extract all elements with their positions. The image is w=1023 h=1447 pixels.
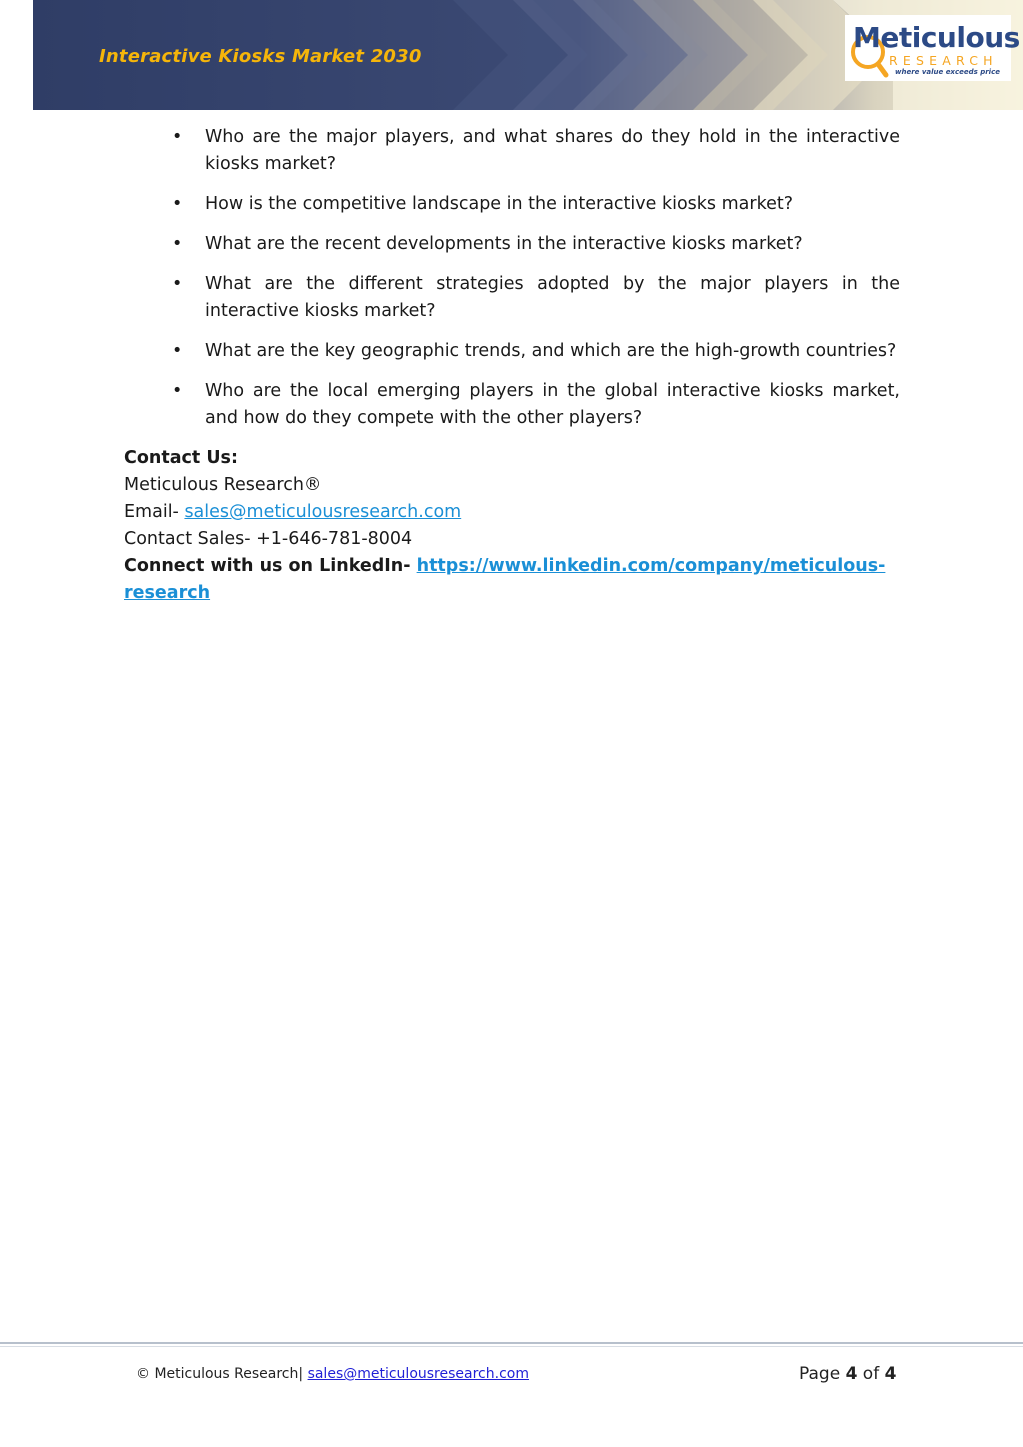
footer-email-link[interactable]: sales@meticulousresearch.com [307,1366,529,1382]
question-text: How is the competitive landscape in the interactive kiosks market? [205,194,793,214]
page-total: 4 [884,1364,897,1384]
page-prefix: Page [799,1364,846,1384]
contact-section [124,445,900,607]
list-item [172,191,900,218]
bullet-icon: • [172,234,183,254]
question-text: Who are the local emerging players in the global interactive kiosks market, and how do they compete with the other players? [205,381,900,428]
question-text: What are the different strategies adopted by the major players in the interactive kiosks market? [205,274,900,321]
email-link[interactable]: sales@meticulousresearch.com [184,502,462,522]
logo-wordmark: Meticulous [853,21,1020,54]
bullet-icon: • [172,381,183,401]
page-content [124,124,900,607]
footer-divider-secondary [0,1346,1023,1347]
question-text: Who are the major players, and what shares do they hold in the interactive kiosks market? [205,127,900,174]
linkedin-label: Connect with us on LinkedIn- [124,556,417,576]
page-of: of [857,1364,885,1384]
questions-list [124,124,900,432]
list-item [172,271,900,325]
logo-subtitle: RESEARCH [889,53,998,68]
list-item [172,124,900,178]
logo-tagline: where value exceeds price [895,68,1000,76]
list-item [172,378,900,432]
contact-heading: Contact Us: [124,448,238,468]
page-number [799,1364,896,1384]
question-text: What are the key geographic trends, and which are the high-growth countries? [205,341,897,361]
bullet-icon: • [172,341,183,361]
bullet-icon: • [172,194,183,214]
list-item [172,231,900,258]
header-banner [33,0,1023,110]
bullet-icon: • [172,127,183,147]
footer-copyright [136,1366,529,1382]
page-current: 4 [845,1364,858,1384]
question-text: What are the recent developments in the interactive kiosks market? [205,234,803,254]
company-name: Meticulous Research® [124,475,322,495]
email-label: Email- [124,502,185,522]
footer-divider [0,1342,1023,1344]
bullet-icon: • [172,274,183,294]
list-item [172,338,900,365]
report-title: Interactive Kiosks Market 2030 [99,46,422,67]
meticulous-research-logo [845,15,1020,81]
copyright-text: © Meticulous Research| [136,1366,308,1382]
phone-line: Contact Sales- +1-646-781-8004 [124,529,413,549]
linkedin-link[interactable]: https://www.linkedin.com/company/meticulous-research [124,556,886,603]
email-line [124,499,900,526]
linkedin-line [124,553,900,607]
